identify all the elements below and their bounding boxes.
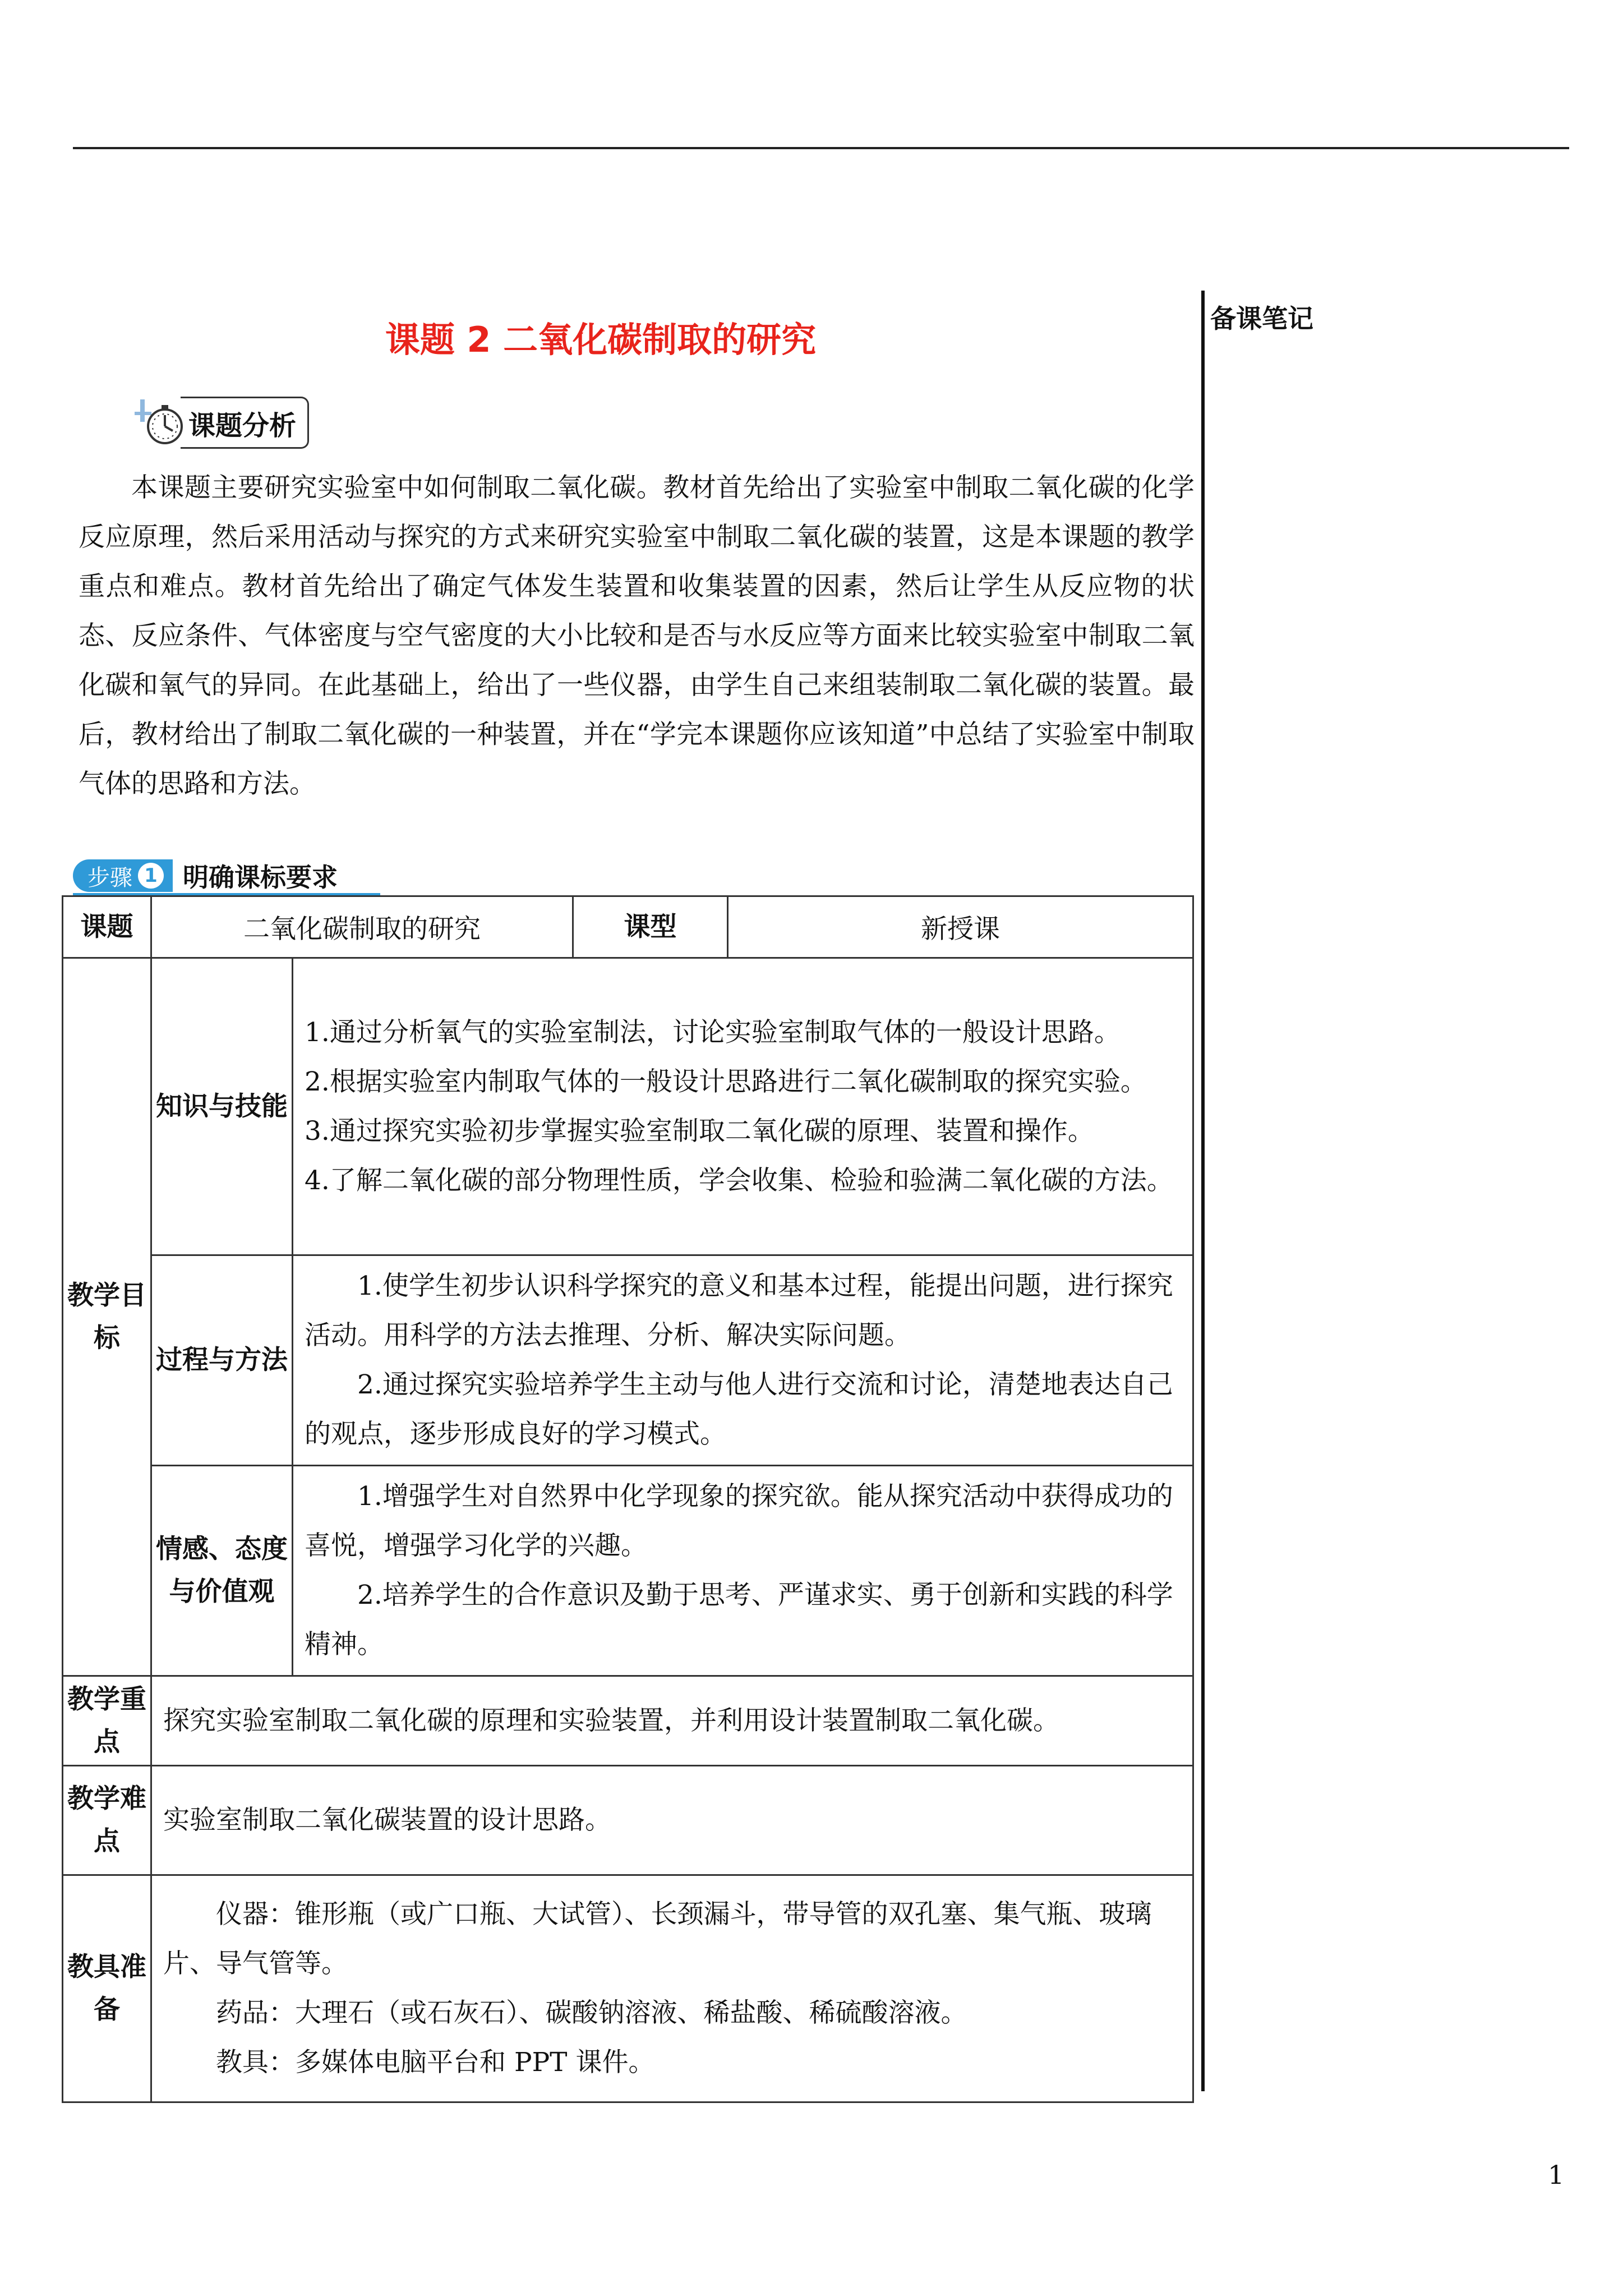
topic-value: 二氧化碳制取的研究 <box>151 896 573 958</box>
table-row <box>63 1466 1193 1676</box>
knowledge-item: 4.了解二氧化碳的部分物理性质，学会收集、检验和验满二氧化碳的方法。 <box>305 1165 1173 1196</box>
stopwatch-icon <box>132 397 187 448</box>
key-point-value: 探究实验室制取二氧化碳的原理和实验装置，并利用设计装置制取二氧化碳。 <box>151 1676 1193 1766</box>
notes-column-divider <box>1201 291 1205 2091</box>
emotion-cell <box>293 1466 1193 1676</box>
table-row <box>63 1676 1193 1766</box>
emotion-item: 2.培养学生的合作意识及勤于思考、严谨求实、勇于创新和实践的科学精神。 <box>305 1580 1173 1660</box>
difficulty-header: 教学难点 <box>63 1766 151 1875</box>
knowledge-item: 2.根据实验室内制取气体的一般设计思路进行二氧化碳制取的探究实验。 <box>305 1066 1147 1097</box>
knowledge-cell <box>293 958 1193 1255</box>
type-value: 新授课 <box>728 896 1193 958</box>
lesson-title: 课题 2 二氧化碳制取的研究 <box>385 319 817 360</box>
emotion-header: 情感、态度与价值观 <box>151 1466 293 1676</box>
step-number: 1 <box>138 863 164 889</box>
page-number: 1 <box>1548 2160 1565 2190</box>
knowledge-item: 3.通过探究实验初步掌握实验室制取二氧化碳的原理、装置和操作。 <box>305 1115 1094 1147</box>
prep-cell <box>151 1875 1193 2102</box>
process-item: 2.通过探究实验培养学生主动与他人进行交流和讨论，清楚地表达自己的观点，逐步形成良好的学习模式。 <box>305 1369 1173 1450</box>
lesson-plan-table <box>62 895 1194 2103</box>
table-row <box>63 896 1193 958</box>
notes-column-title: 备课笔记 <box>1210 303 1313 334</box>
table-row <box>63 1766 1193 1875</box>
prep-header: 教具准备 <box>63 1875 151 2102</box>
table-row <box>63 1875 1193 2102</box>
prep-item: 教具：多媒体电脑平台和 PPT 课件。 <box>216 2047 655 2078</box>
process-cell <box>293 1255 1193 1466</box>
step-label: 明确课标要求 <box>183 862 338 892</box>
intro-paragraph: 本课题主要研究实验室中如何制取二氧化碳。教材首先给出了实验室中制取二氧化碳的化学反应原理，然后采用活动与探究的方式来研究实验室中制取二氧化碳的装置，这是本课题的教学重点和难点。教材首先给出了确定气体发生装置和收集装置的因素，然后让学生从反应物的状态、反应条件、气体密度与空气密度的大小比较和是否与水反应等方面来比较实验室中制取二氧化碳和氧气的异同。在此基础上，给出了一些仪器，由学生自己来组装制取二氧化碳的装置。最后，教材给出了制取二氧化碳的一种装置，并在“学完本课题你应该知道”中总结了实验室中制取气体的思路和方法。 <box>79 472 1195 799</box>
goals-header: 教学目标 <box>63 958 151 1676</box>
process-item: 1.使学生初步认识科学探究的意义和基本过程，能提出问题，进行探究活动。用科学的方法去推理、分析、解决实际问题。 <box>305 1271 1173 1351</box>
table-row <box>63 958 1193 1255</box>
prep-item: 仪器：锥形瓶（或广口瓶、大试管）、长颈漏斗，带导管的双孔塞、集气瓶、玻璃片、导气管等。 <box>163 1899 1152 1979</box>
prep-item: 药品：大理石（或石灰石）、碳酸钠溶液、稀盐酸、稀硫酸溶液。 <box>216 1998 967 2028</box>
knowledge-header: 知识与技能 <box>151 958 293 1255</box>
key-point-header: 教学重点 <box>63 1676 151 1766</box>
table-row <box>63 1255 1193 1466</box>
section-badge <box>132 397 309 448</box>
type-header: 课型 <box>573 896 728 958</box>
knowledge-item: 1.通过分析氧气的实验室制法，讨论实验室制取气体的一般设计思路。 <box>305 1016 1121 1048</box>
step-header <box>73 858 338 893</box>
emotion-item: 1.增强学生对自然界中化学现象的探究欲。能从探究活动中获得成功的喜悦，增强学习化学的兴趣。 <box>305 1481 1173 1561</box>
header-rule <box>73 147 1569 149</box>
step-badge <box>73 859 173 892</box>
step-prefix: 步骤 <box>87 864 132 891</box>
difficulty-value: 实验室制取二氧化碳装置的设计思路。 <box>151 1766 1193 1875</box>
topic-header: 课题 <box>63 896 151 958</box>
process-header: 过程与方法 <box>151 1255 293 1466</box>
section-label: 课题分析 <box>181 397 309 449</box>
